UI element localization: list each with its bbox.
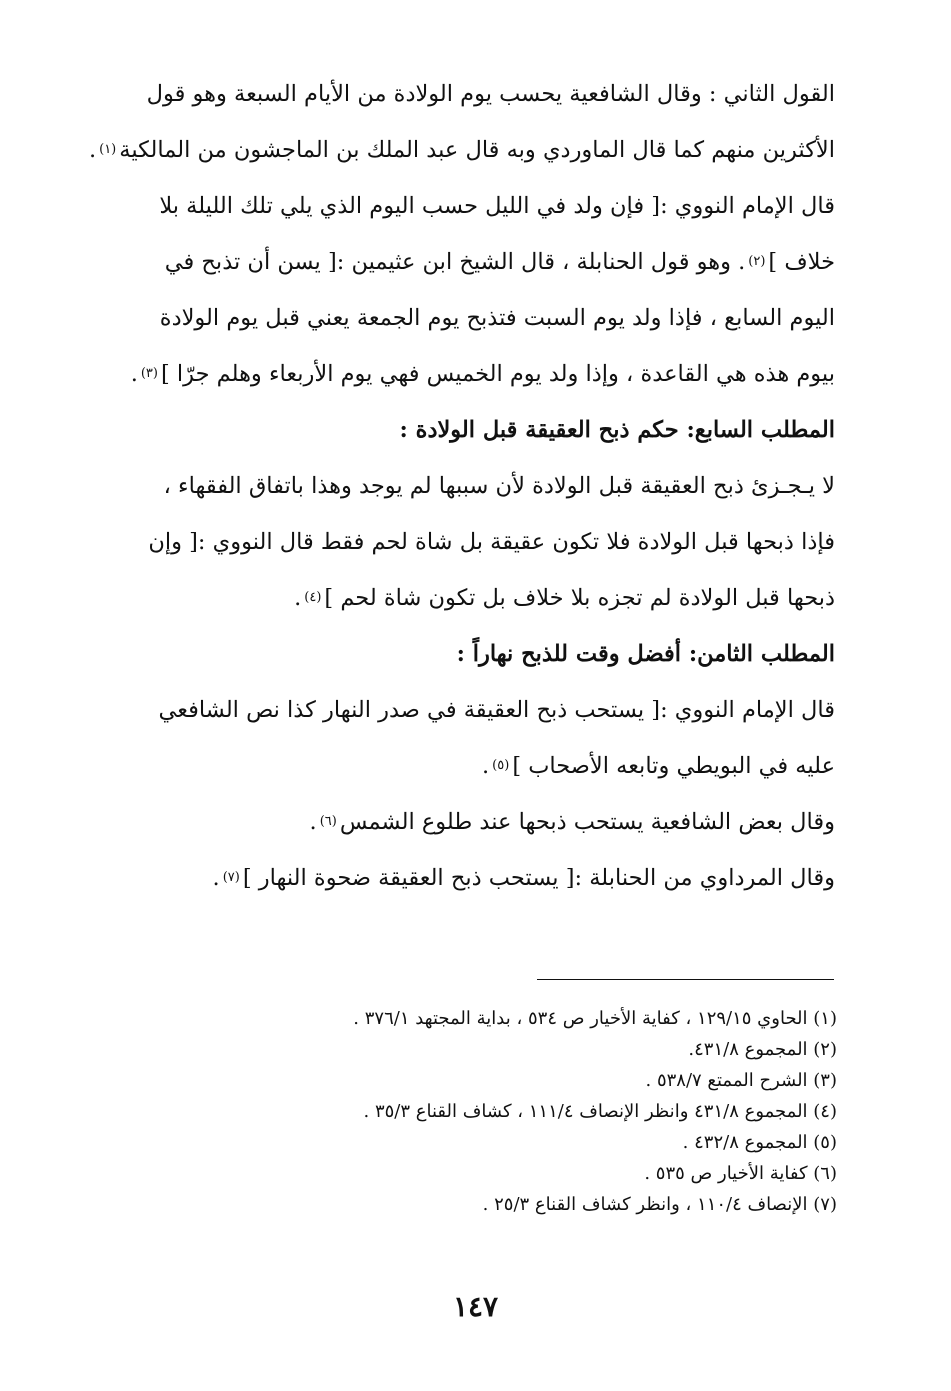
line-text: خلاف ] <box>768 249 835 275</box>
line-text: عليه في البويطي وتابعه الأصحاب ] <box>512 753 835 779</box>
footnote-1: (١) الحاوي ١٢٩/١٥ ، كفاية الأخيار ص ٥٣٤ ، بداية المجتهد ٣٧٦/١ . <box>353 1007 837 1029</box>
line-punct: . <box>482 753 490 779</box>
section-heading-8 <box>110 626 835 682</box>
text-line-15: وقال المرداوي من الحنابلة :[ يستحب ذبح العقيقة ضحوة النهار ] (٧) . <box>212 865 835 891</box>
line-text: ذبحها قبل الولادة لم تجزه بلا خلاف بل تكون شاة لحم ] <box>324 585 835 611</box>
footnotes <box>237 1003 837 1220</box>
text-line-6: بيوم هذه هي القاعدة ، وإذا ولد يوم الخميس فهي يوم الأربعاء وهلم جرّا ] (٣) . <box>130 361 835 387</box>
text-line-4: خلاف ] (٢) . وهو قول الحنابلة ، قال الشيخ ابن عثيمين :[ يسن أن تذبح في <box>164 249 835 275</box>
text-line-3 <box>110 178 835 234</box>
line-text: الأكثرين منهم كما قال الماوردي وبه قال عبد الملك بن الماجشون من المالكية <box>119 137 835 163</box>
text-line-9 <box>110 514 835 570</box>
text-line-10: ذبحها قبل الولادة لم تجزه بلا خلاف بل تكون شاة لحم ] (٤) . <box>294 585 835 611</box>
text-line-5 <box>110 290 835 346</box>
line-text: اليوم السابع ، فإذا ولد يوم السبت فتذبح يوم الجمعة يعني قبل يوم الولادة <box>159 305 835 331</box>
line-text-cont: . وهو قول الحنابلة ، قال الشيخ ابن عثيمين :[ يسن أن تذبح في <box>164 249 746 275</box>
footnote-6: (٦) كفاية الأخيار ص ٥٣٥ . <box>644 1162 837 1184</box>
footnote-5: (٥) المجموع ٤٣٢/٨ . <box>682 1131 837 1153</box>
footnote-3: (٣) الشرح الممتع ٥٣٨/٧ . <box>645 1069 837 1091</box>
line-text: فإذا ذبحها قبل الولادة فلا تكون عقيقة بل شاة لحم فقط قال النووي :[ وإن <box>148 529 835 555</box>
line-text: وقال بعض الشافعية يستحب ذبحها عند طلوع الشمس <box>339 809 835 835</box>
line-punct: . <box>88 137 97 163</box>
text-line-1 <box>110 66 835 122</box>
line-text: بيوم هذه هي القاعدة ، وإذا ولد يوم الخميس فهي يوم الأربعاء وهلم جرّا ] <box>160 361 835 387</box>
footnote-separator <box>537 979 834 980</box>
text-line-13: عليه في البويطي وتابعه الأصحاب ] (٥) . <box>482 753 835 779</box>
text-line-12 <box>110 682 835 738</box>
section-heading-7 <box>110 402 835 458</box>
footnote-7: (٧) الإنصاف ١١٠/٤ ، وانظر كشاف القناع ٢٥/٣ . <box>482 1193 837 1215</box>
footnote-4: (٤) المجموع ٤٣١/٨ وانظر الإنصاف ١١١/٤ ، كشاف القناع ٣٥/٣ . <box>363 1100 837 1122</box>
footnote-2: (٢) المجموع ٤٣١/٨. <box>688 1038 837 1060</box>
line-punct: . <box>309 809 317 835</box>
page-number: ١٤٧ <box>452 1290 499 1323</box>
line-punct: . <box>130 361 138 387</box>
line-text: لا يـجـزئ ذبح العقيقة قبل الولادة لأن سببها لم يوجد وهذا باتفاق الفقهاء ، <box>163 473 835 499</box>
text-line-2: الأكثرين منهم كما قال الماوردي وبه قال عبد الملك بن الماجشون من المالكية (١) . <box>88 137 835 163</box>
line-punct: . <box>294 585 302 611</box>
main-text <box>88 66 835 906</box>
line-text: وقال المرداوي من الحنابلة :[ يستحب ذبح العقيقة ضحوة النهار ] <box>242 865 835 891</box>
line-text: قال الإمام النووي :[ يستحب ذبح العقيقة في صدر النهار كذا نص الشافعي <box>158 697 835 723</box>
heading-text: المطلب السابع: حكم ذبح العقيقة قبل الولادة : <box>399 417 835 443</box>
line-text: القول الثاني : وقال الشافعية يحسب يوم الولادة من الأيام السبعة وهو قول <box>146 81 835 107</box>
line-punct: . <box>212 865 220 891</box>
heading-text: المطلب الثامن: أفضل وقت للذبح نهاراً : <box>456 641 835 667</box>
text-line-14: وقال بعض الشافعية يستحب ذبحها عند طلوع الشمس (٦) . <box>309 809 835 835</box>
line-text: قال الإمام النووي :[ فإن ولد في الليل حسب اليوم الذي يلي تلك الليلة بلا <box>159 193 835 219</box>
text-line-8 <box>110 458 835 514</box>
